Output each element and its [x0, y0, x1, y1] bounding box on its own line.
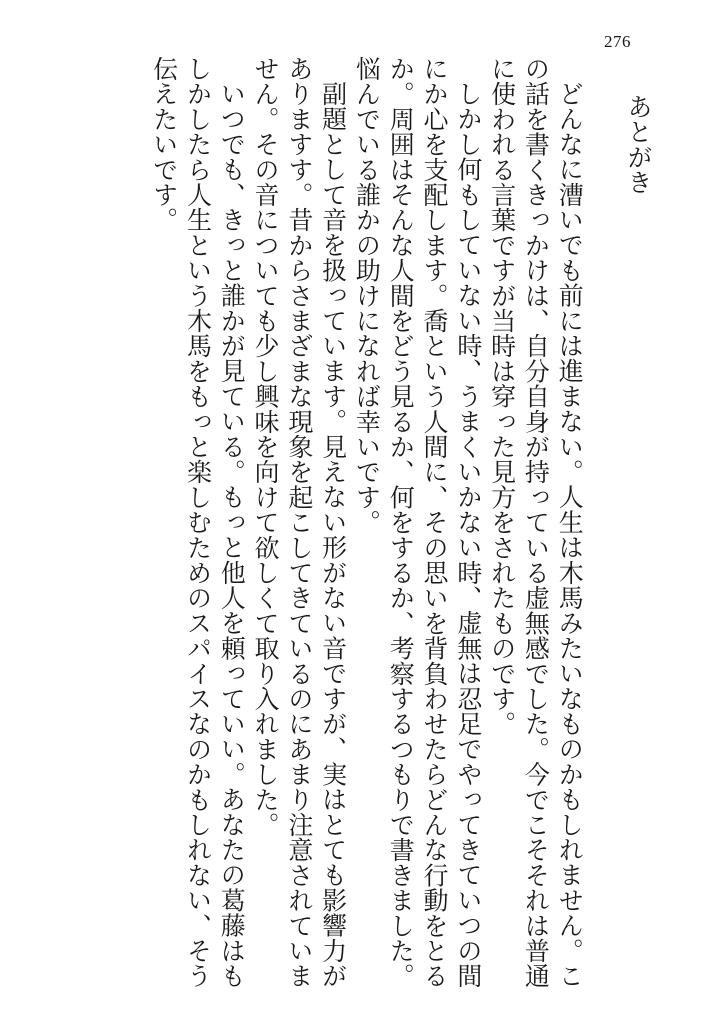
afterword-text [147, 56, 655, 996]
page-number: 276 [604, 32, 631, 51]
paragraph-3: 副題として音を扱っています。見えない形がない音ですが、実はとても影響力がありますす。昔からさまざまな現象を起こしてきているのにあまり注意されていません。その音についても少し興味を向けて欲しくて取り入れました。 [251, 56, 348, 989]
section-heading: あとがき [624, 94, 653, 195]
paragraph-2: しかし何もしていない時、うまくいかない時、虚無は忍足でやってきていつの間にか心を支配します。喬という人間に、その思いを背負わせたらどんな行動をとるか。周囲はそんな人間をどう見るか、何をするか、考察するつもりで書きました。悩んでいる誰かの助けになれば幸いです。 [352, 56, 483, 989]
paragraph-4: いつでも、きっと誰かが見ている。もっと他人を頼っていい。あなたの葛藤はもしかしたら人生という木馬をもっと楽しむためのスパイスなのかもしれない、そう伝えたいです。 [149, 56, 247, 989]
paragraph-1: どんなに漕いでも前には進まない。人生は木馬みたいなものかもしれません。この話を書くきっかけは、自分自身が持っている虚無感でした。今でこそそれは普通に使われる言葉ですが当時は穿った見方をされたものです。 [487, 56, 585, 989]
